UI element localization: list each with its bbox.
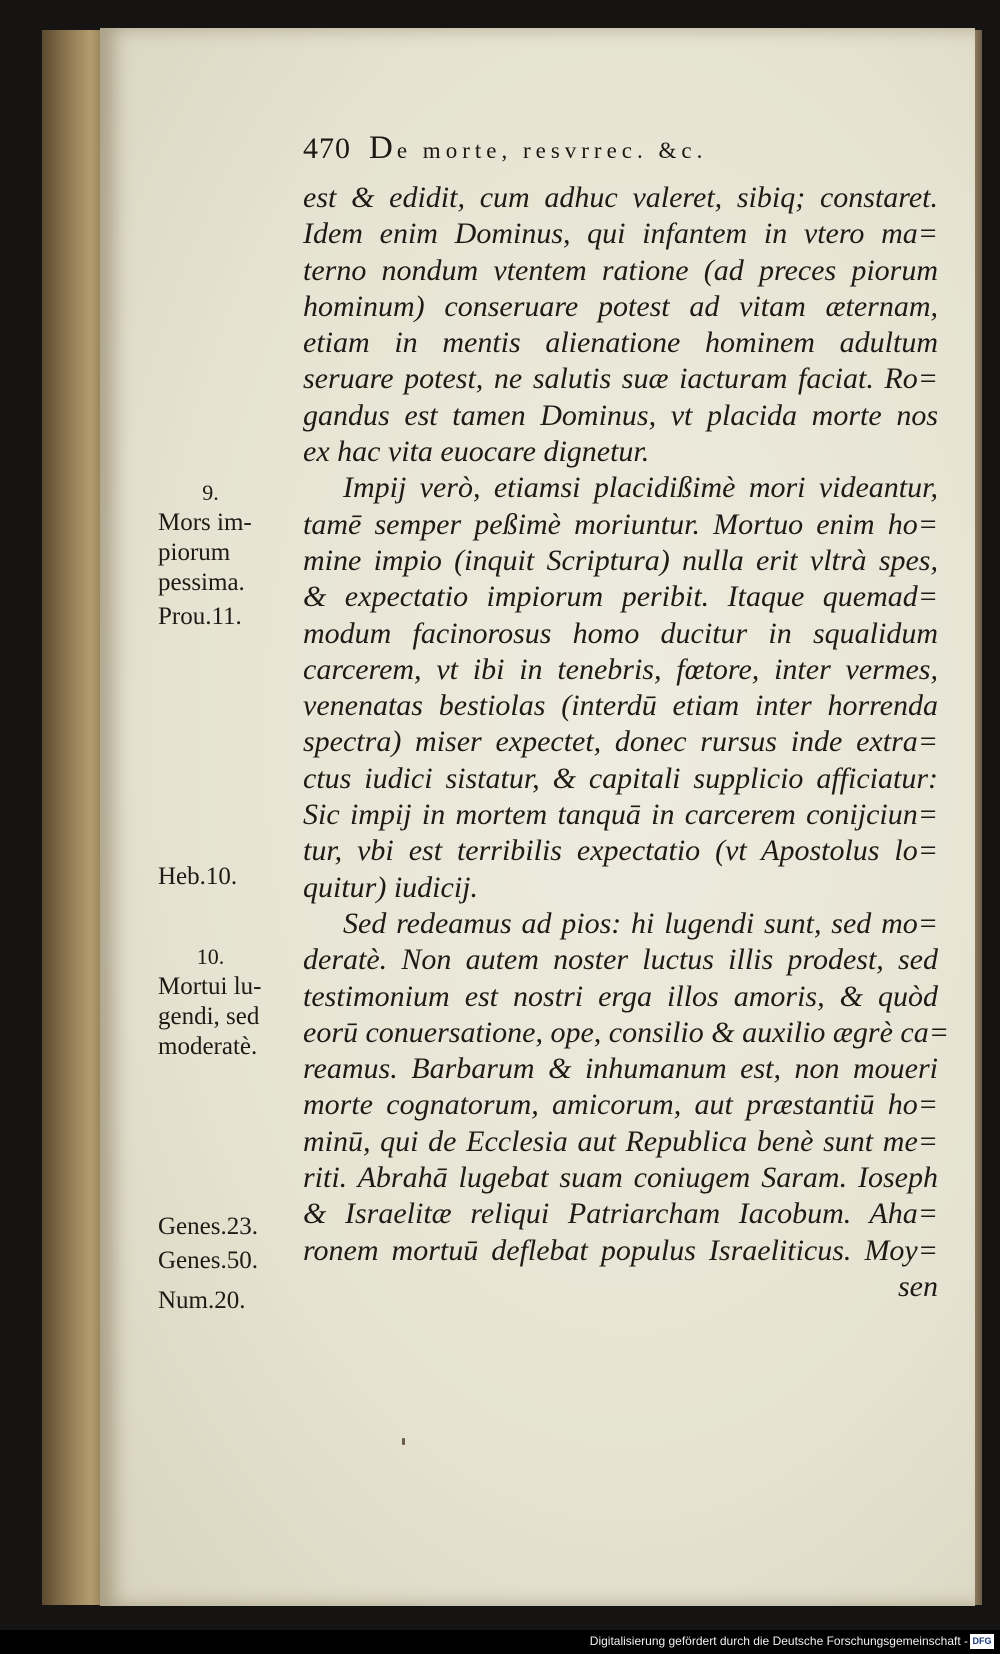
margin-ref-text: Genes.23.: [158, 1213, 258, 1240]
text-line: Sed redeamus ad pios: hi lugendi sunt, sed mo=: [343, 906, 938, 940]
text-line: venenatas bestiolas (interdū etiam inter horrenda: [303, 689, 938, 723]
margin-ref-text: Heb.10.: [158, 863, 238, 890]
text-line: tamē semper peßimè moriuntur. Mortuo enim ho=: [303, 507, 938, 541]
text-line: morte cognatorum, amicorum, aut præstantiū ho=: [303, 1088, 938, 1122]
running-title-lead: D: [369, 130, 397, 166]
text-line: mine impio (inquit Scriptura) nulla erit vltrà spes,: [303, 543, 938, 577]
text-line: eorū conuersatione, ope, consilio & auxilio ægrè ca=: [303, 1015, 949, 1049]
margin-note-line: moderatè.: [158, 1033, 258, 1060]
text-line: ex hac vita euocare dignetur.: [303, 435, 650, 469]
text-line: spectra) miser expectet, donec rursus inde extra=: [303, 725, 938, 759]
catchword: sen: [898, 1269, 938, 1303]
text-line: ronem mortuū deflebat populus Israeliticus. Moy=: [303, 1233, 938, 1267]
text-line: ctus iudici sistatur, & capitali supplicio afficiatur:: [303, 761, 938, 795]
margin-ref-text: Prou.11.: [158, 603, 242, 630]
margin-ref-num20: [158, 1286, 293, 1316]
text-line: seruare potest, ne salutis suæ iacturam faciat. Ro=: [303, 362, 938, 396]
margin-ref-genes50: [158, 1246, 293, 1276]
margin-ref-text: Num.20.: [158, 1287, 246, 1314]
margin-ref-prou: [158, 602, 293, 632]
margin-note-line: gendi, sed: [158, 1003, 260, 1030]
margin-ref-genes23: [158, 1212, 293, 1242]
margin-note-line: pessima.: [158, 569, 245, 596]
running-head: [303, 130, 903, 174]
page-number: 470: [303, 132, 351, 165]
ink-speck: [402, 1438, 405, 1445]
margin-note-line: Mors im-: [158, 509, 252, 536]
text-line: etiam in mentis alienatione hominem adultum: [303, 326, 938, 360]
margin-note-10: [158, 942, 293, 1062]
text-line: Idem enim Dominus, qui infantem in vtero ma=: [303, 217, 938, 251]
dfg-credit: Digitalisierung gefördert durch die Deutsche Forschungsgemeinschaft -: [589, 1634, 968, 1648]
text-line: tur, vbi est terribilis expectatio (vt Apostolus lo=: [303, 834, 938, 868]
text-line: Sic impij in mortem tanquā in carcerem conijciun=: [303, 798, 938, 832]
margin-note-line: Mortui lu-: [158, 973, 262, 1000]
text-line: terno nondum vtentem ratione (ad preces piorum: [303, 253, 938, 287]
margin-note-number: 9.: [202, 480, 219, 505]
text-line: testimonium est nostri erga illos amoris, & quòd: [303, 979, 938, 1013]
text-line: & expectatio impiorum peribit. Itaque quemad=: [303, 580, 938, 614]
text-line: reamus. Barbarum & inhumanum est, non moueri: [303, 1052, 938, 1086]
margin-note-9: [158, 478, 293, 598]
text-line: carcerem, vt ibi in tenebris, fœtore, inter vermes,: [303, 652, 938, 686]
margin-ref-text: Genes.50.: [158, 1247, 258, 1274]
text-line: quitur) iudicij.: [303, 870, 478, 904]
text-line: est & edidit, cum adhuc valeret, sibiq; constaret.: [303, 181, 938, 214]
text-line: deratè. Non autem noster luctus illis prodest, sed: [303, 943, 938, 977]
body-text: [303, 180, 949, 1305]
text-line: Impij verò, etiamsi placidißimè mori videantur,: [343, 471, 938, 505]
margin-note-number: 10.: [196, 944, 225, 969]
text-line: & Israelitæ reliqui Patriarcham Iacobum. Aha=: [303, 1197, 938, 1231]
text-line: gandus est tamen Dominus, vt placida morte nos: [303, 398, 938, 432]
dfg-logo: DFG: [970, 1634, 994, 1649]
margin-note-line: piorum: [158, 539, 231, 566]
text-line: hominum) conseruare potest ad vitam æternam,: [303, 289, 938, 323]
text-line: modum facinorosus homo ducitur in squalidum: [303, 616, 938, 650]
running-title: e morte, resvrrec. &c.: [396, 138, 708, 163]
text-line: riti. Abrahā lugebat suam coniugem Saram. Ioseph: [303, 1161, 938, 1195]
text-line: minū, qui de Ecclesia aut Republica benè sunt me=: [303, 1124, 938, 1158]
margin-ref-heb: [158, 862, 293, 892]
